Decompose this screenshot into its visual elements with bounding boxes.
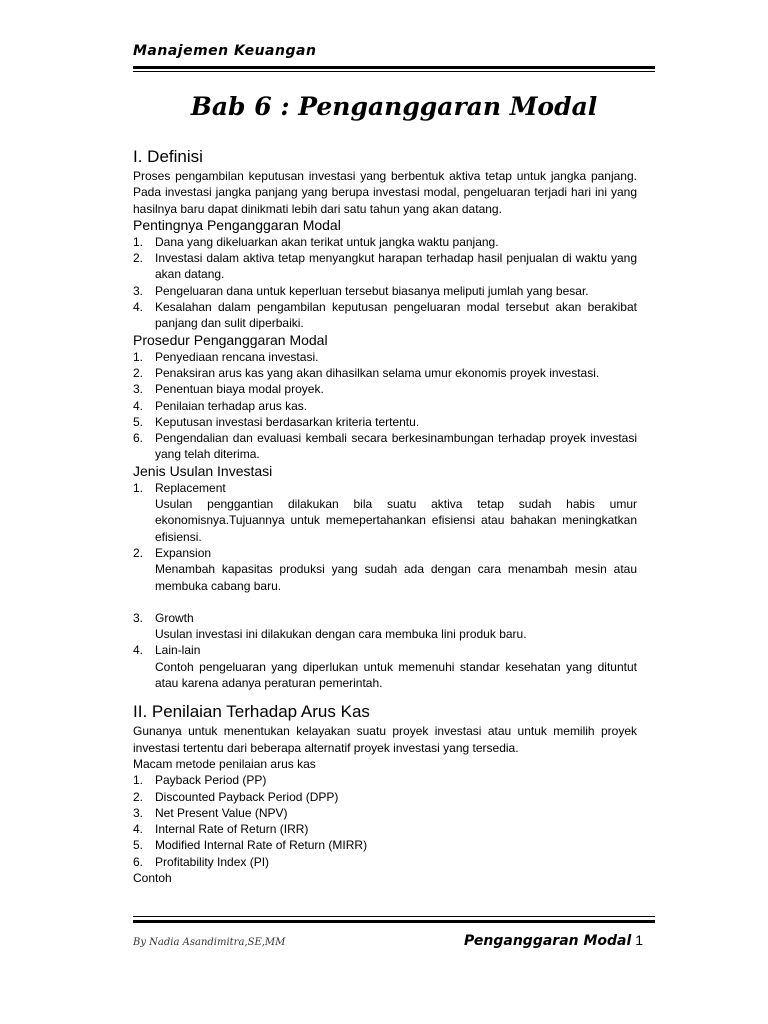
contoh-label: Contoh <box>133 870 172 885</box>
methods-intro: Macam metode penilaian arus kas <box>133 756 316 771</box>
methods-list <box>133 772 637 870</box>
subheading-pentingnya: Pentingnya Penganggaran Modal <box>133 216 341 233</box>
jenis-item-text: Usulan investasi ini dilakukan dengan cara membuka lini produk baru. <box>155 627 527 642</box>
jenis-item-title: Expansion <box>155 545 212 560</box>
jenis-item-text: Menambah kapasitas produksi yang sudah ada dengan cara menambah mesin atau membuka cabang baru. <box>155 562 637 593</box>
running-header: Manajemen Keuangan <box>133 43 317 59</box>
list-item: 2. Discounted Payback Period (DPP) <box>133 789 339 804</box>
section-heading-definisi: I. Definisi <box>133 147 203 166</box>
jenis-item-text: Contoh pengeluaran yang diperlukan untuk memenuhi standar kesehatan yang dituntut atau karena adanya peraturan pemerintah. <box>155 659 637 691</box>
section-heading-penilaian: II. Penilaian Terhadap Arus Kas <box>133 702 370 722</box>
list-item: 2. Penaksiran arus kas yang akan dihasilkan selama umur ekonomis proyek investasi. <box>133 365 600 380</box>
list-item: 5. Modified Internal Rate of Return (MIRR) <box>133 838 368 853</box>
jenis-item-title: Replacement <box>155 480 226 495</box>
footer-rule-thin <box>133 916 655 917</box>
penilaian-paragraph: Gunanya untuk menentukan kelayakan suatu proyek investasi atau untuk memilih proyek investasi tertentu dari beberapa alternatif proyek investasi yang tersedia. <box>133 724 637 755</box>
list-item: 4. Internal Rate of Return (IRR) <box>133 822 309 837</box>
chapter-title: Bab 6 : Penganggaran Modal <box>190 92 598 121</box>
list-item: 2. Expansion Menambah kapasitas produksi yang sudah ada dengan cara menambah mesin atau membuka cabang baru. <box>133 545 637 593</box>
pentingnya-list <box>133 234 637 332</box>
header-rule-thin <box>133 71 655 72</box>
footer-chapter-title: Penganggaran Modal <box>464 933 632 949</box>
footer-rule-thick <box>133 920 655 923</box>
footer-chapter <box>464 932 643 949</box>
list-item: 3. Growth Usulan investasi ini dilakukan dengan cara membuka lini produk baru. <box>133 610 637 643</box>
list-item: 1. Replacement Usulan penggantian dilakukan bila suatu aktiva tetap sudah habis umur ekonomisnya.Tujuannya untuk memepertahankan efisiensi atau bahakan meningkatkan efisiensi. <box>133 480 637 544</box>
section-gap <box>133 691 637 701</box>
header-rule-thick <box>133 66 655 69</box>
jenis-item-title: Growth <box>155 610 194 625</box>
list-item: 5. Keputusan investasi berdasarkan kriteria tertentu. <box>133 414 420 429</box>
page-number: 1 <box>635 932 643 948</box>
list-item: 4. Lain-lain Contoh pengeluaran yang diperlukan untuk memenuhi standar kesehatan yang dituntut atau karena adanya peraturan pemerintah. <box>133 643 637 691</box>
list-item: 4. Penilaian terhadap arus kas. <box>133 398 308 413</box>
list-item: 3. Net Present Value (NPV) <box>133 805 288 820</box>
footer-author: By Nadia Asandimitra,SE,MM <box>133 937 286 948</box>
blank-line <box>133 594 637 610</box>
list-item: 2. Investasi dalam aktiva tetap menyangkut harapan terhadap hasil penjualan di waktu yang akan datang. <box>133 251 637 282</box>
definisi-paragraph: Proses pengambilan keputusan investasi yang berbentuk aktiva tetap untuk jangka panjang. Pada investasi jangka panjang yang berupa investasi modal, pengeluaran terjadi hari ini yang hasilnya baru dapat dinikmati lebih dari satu tahun yang akan datang. <box>133 169 637 216</box>
list-item: 4. Kesalahan dalam pengambilan keputusan pengeluaran modal tersebut akan berakibat panjang dan sulit diperbaiki. <box>133 300 637 331</box>
main-content <box>133 146 637 886</box>
jenis-item-title: Lain-lain <box>155 643 201 658</box>
list-item: 1. Payback Period (PP) <box>133 773 267 788</box>
list-item: 6. Pengendalian dan evaluasi kembali secara berkesinambungan terhadap proyek investasi yang telah diterima. <box>133 431 637 462</box>
list-item: 1. Dana yang dikeluarkan akan terikat untuk jangka waktu panjang. <box>133 234 499 249</box>
jenis-list <box>133 480 637 692</box>
list-item: 1. Penyediaan rencana investasi. <box>133 349 319 364</box>
subheading-jenis: Jenis Usulan Investasi <box>133 462 273 479</box>
jenis-item-text: Usulan penggantian dilakukan bila suatu aktiva tetap sudah habis umur ekonomisnya.Tujuannya untuk memepertahankan efisiensi atau bahakan meningkatkan efisiensi. <box>155 497 637 544</box>
subheading-prosedur: Prosedur Penganggaran Modal <box>133 331 328 348</box>
list-item: 3. Pengeluaran dana untuk keperluan tersebut biasanya meliputi jumlah yang besar. <box>133 283 589 298</box>
prosedur-list <box>133 349 637 463</box>
list-item: 3. Penentuan biaya modal proyek. <box>133 382 324 397</box>
list-item: 6. Profitability Index (PI) <box>133 854 270 869</box>
